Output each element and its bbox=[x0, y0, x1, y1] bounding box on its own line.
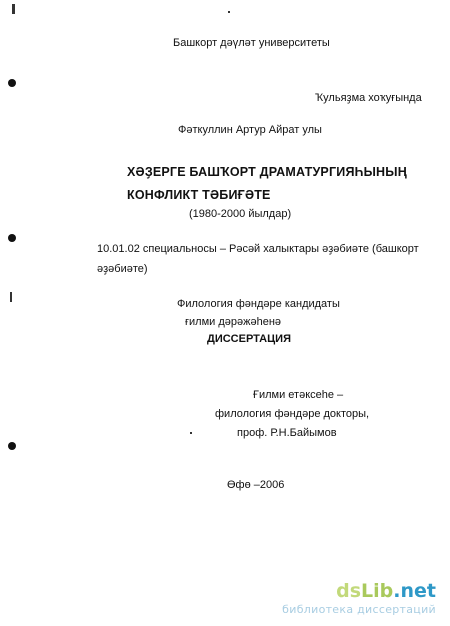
scan-speck bbox=[228, 11, 230, 13]
dslib-watermark bbox=[282, 581, 436, 616]
dissertation-title-line-1: ХӘҘЕРГЕ БАШҠОРТ ДРАМАТУРГИЯҺЫНЫҢ bbox=[127, 165, 407, 179]
binder-hole-top bbox=[8, 79, 16, 87]
specialty-line-1: 10.01.02 специальносы – Рәсәй халыктары әҙәбиәте (башкорт bbox=[97, 243, 419, 255]
scan-speck bbox=[12, 4, 15, 14]
author-name: Фәткуллин Артур Айрат улы bbox=[178, 124, 322, 136]
dslib-logo bbox=[282, 581, 436, 602]
logo-ds: ds bbox=[336, 580, 362, 603]
logo-lib: Lib bbox=[361, 580, 394, 603]
place-and-year: Өфө –2006 bbox=[227, 479, 285, 491]
years-range: (1980-2000 йылдар) bbox=[189, 208, 292, 220]
advisor-line-1: Ғилми етәксеһе – bbox=[253, 389, 344, 401]
logo-net: .net bbox=[393, 580, 436, 603]
binder-hole-lower bbox=[8, 442, 16, 450]
manuscript-note: Ҡульяҙма хоҡуғында bbox=[315, 92, 422, 104]
dissertation-title-line-2: КОНФЛИКТ ТӘБИҒӘТЕ bbox=[127, 188, 271, 202]
university-name: Башкорт дәүләт университеты bbox=[173, 37, 330, 49]
dissertation-label: ДИССЕРТАЦИЯ bbox=[207, 333, 291, 345]
advisor-line-2: филология фәндәре докторы, bbox=[215, 408, 370, 420]
advisor-line-3: проф. Р.Н.Байымов bbox=[237, 427, 337, 439]
watermark-subtitle: библиотека диссертаций bbox=[282, 603, 436, 616]
degree-line-2: ғилми дәрәжәһенә bbox=[185, 316, 282, 328]
scan-speck bbox=[190, 432, 192, 434]
binder-hole-middle bbox=[8, 234, 16, 242]
scan-speck bbox=[10, 292, 12, 302]
specialty-line-2: әҙәбиәте) bbox=[97, 263, 148, 275]
degree-line-1: Филология фәндәре кандидаты bbox=[177, 298, 340, 310]
